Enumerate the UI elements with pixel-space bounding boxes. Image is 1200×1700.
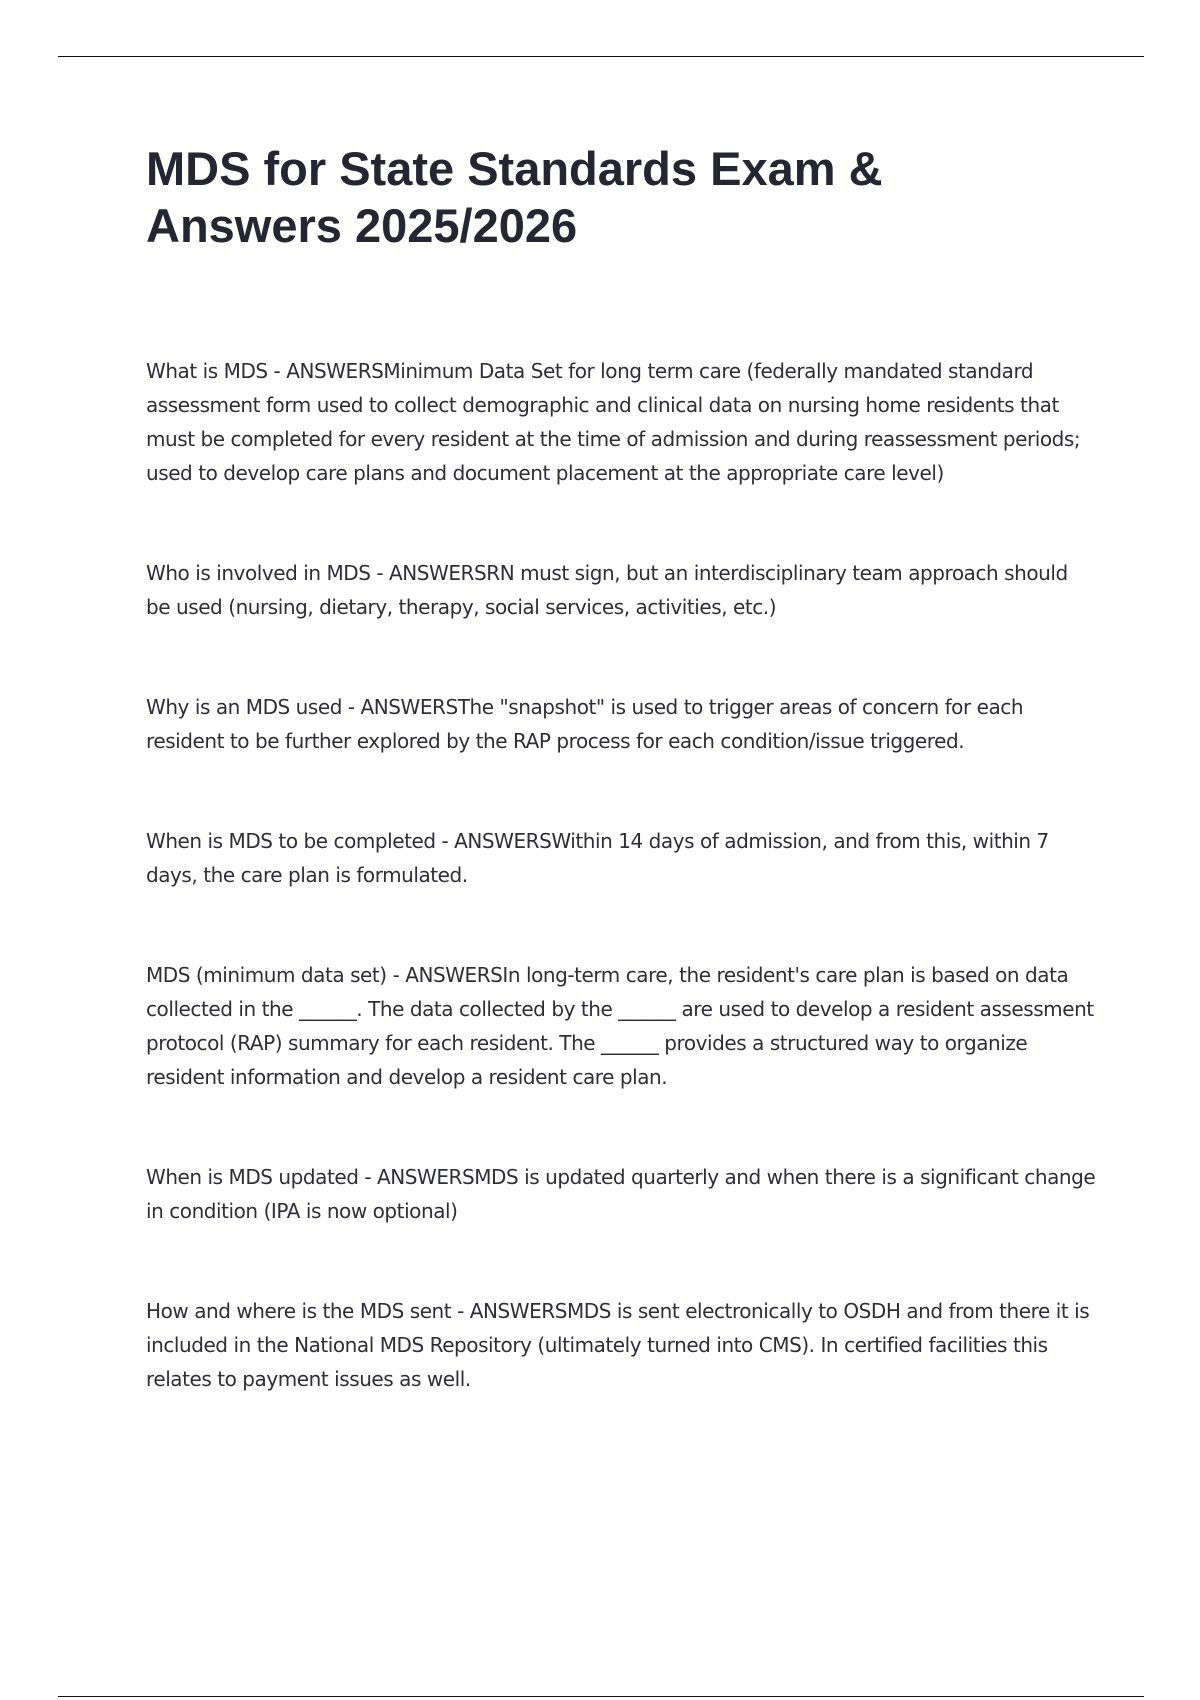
- top-divider: [58, 56, 1144, 57]
- bottom-divider: [58, 1696, 1144, 1697]
- qa-item: Why is an MDS used - ANSWERSThe "snapshot" is used to trigger areas of concern for each resident to be further explored by the RAP process for each condition/issue triggered.: [146, 695, 1024, 753]
- qa-item: When is MDS to be completed - ANSWERSWithin 14 days of admission, and from this, within 7 days, the care plan is formulated.: [146, 829, 1049, 887]
- qa-list: [146, 354, 1096, 1396]
- qa-item: When is MDS updated - ANSWERSMDS is updated quarterly and when there is a significant change in condition (IPA is now optional): [146, 1165, 1096, 1223]
- qa-item: How and where is the MDS sent - ANSWERSMDS is sent electronically to OSDH and from there it is included in the National MDS Repository (ultimately turned into CMS). In certified facilities this relates to payment issues as well.: [146, 1299, 1090, 1391]
- qa-item: MDS (minimum data set) - ANSWERSIn long-term care, the resident's care plan is based on data collected in the ______. The data collected by the ______ are used to develop a resident assessment protocol (RAP) summary for each resident. The ______ provides a structured way to organize resident information and develop a resident care plan.: [146, 963, 1094, 1089]
- qa-item: What is MDS - ANSWERSMinimum Data Set for long term care (federally mandated standard assessment form used to collect demographic and clinical data on nursing home residents that must be completed for every resident at the time of admission and during reassessment periods; used to develop care plans and document placement at the appropriate care level): [146, 359, 1081, 485]
- document-title: MDS for State Standards Exam & Answers 2025/2026: [146, 142, 883, 252]
- qa-item: Who is involved in MDS - ANSWERSRN must sign, but an interdisciplinary team approach should be used (nursing, dietary, therapy, social services, activities, etc.): [146, 561, 1068, 619]
- document-body: [146, 140, 1096, 1462]
